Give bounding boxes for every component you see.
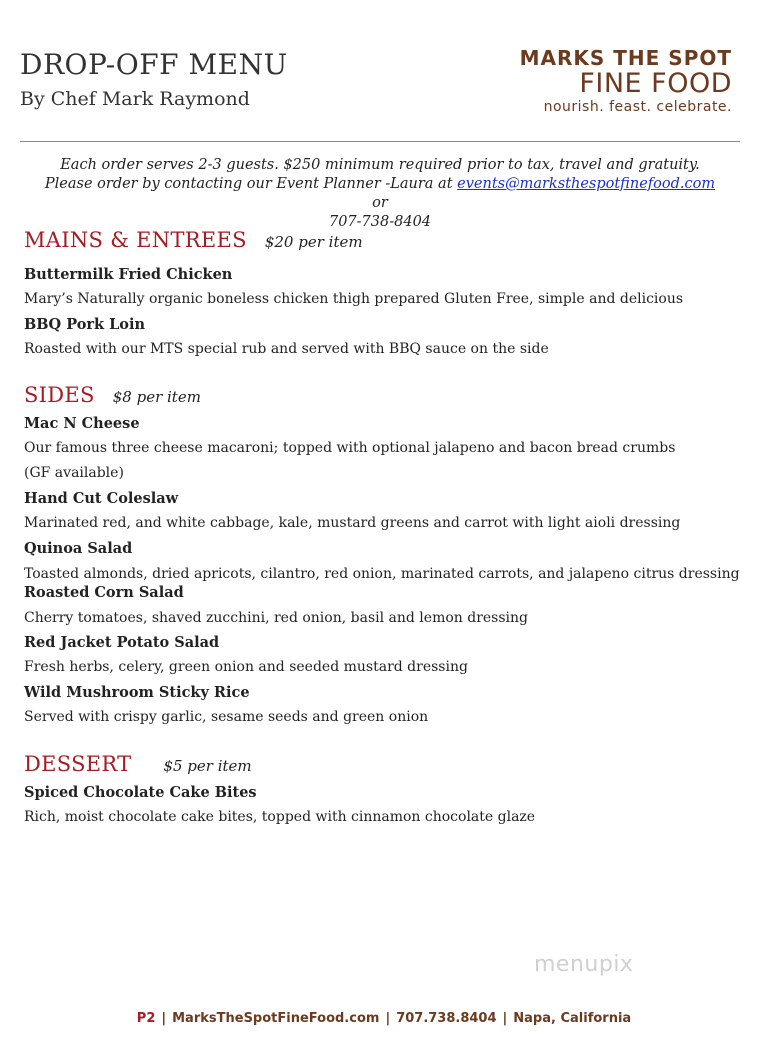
brand-logo (520, 46, 732, 116)
section-heading-sides (24, 383, 201, 407)
header-divider (20, 141, 740, 142)
menu-item-description: Marinated red, and white cabbage, kale, mustard greens and carrot with light aioli dressing (24, 515, 681, 531)
footer-phone: 707.738.8404 (396, 1011, 497, 1026)
section-price: $20 per item (264, 233, 363, 251)
logo-tagline: nourish. feast. celebrate. (543, 99, 732, 115)
menu-item-name: Hand Cut Coleslaw (24, 490, 179, 507)
page-number: P2 (136, 1011, 156, 1026)
menu-item-description: Our famous three cheese macaroni; topped with optional jalapeno and bacon bread crumbs (24, 440, 676, 456)
menu-item-description: Served with crispy garlic, sesame seeds and green onion (24, 709, 429, 725)
section-title: MAINS & ENTREES (24, 228, 247, 252)
menu-item-description: Cherry tomatoes, shaved zucchini, red onion, basil and lemon dressing (24, 610, 529, 626)
logo-line-1: MARKS THE SPOT (519, 46, 732, 70)
section-heading-dessert (24, 752, 252, 776)
menu-item-description: Mary’s Naturally organic boneless chicken thigh prepared Gluten Free, simple and delicious (24, 291, 684, 307)
menu-item-description: Toasted almonds, dried apricots, cilantro, red onion, marinated carrots, and jalapeno citrus dressing (24, 566, 740, 582)
menu-item-note: (GF available) (24, 465, 124, 481)
footer-separator: | (502, 1011, 508, 1026)
section-heading-mains (24, 228, 363, 252)
section-price: $8 per item (112, 388, 201, 406)
order-info-suffix: or (372, 195, 388, 211)
section-title: SIDES (24, 383, 95, 407)
menu-item-name: Mac N Cheese (24, 415, 140, 432)
menu-item-name: BBQ Pork Loin (24, 316, 146, 333)
footer-separator: | (161, 1011, 167, 1026)
order-info (40, 156, 720, 232)
order-info-prefix: Please order by contacting our Event Planner -Laura at (44, 176, 458, 192)
page-footer (0, 1011, 768, 1026)
menu-item-description: Rich, moist chocolate cake bites, topped with cinnamon chocolate glaze (24, 809, 536, 825)
menu-title: DROP-OFF MENU (20, 48, 288, 81)
chef-byline: By Chef Mark Raymond (20, 88, 250, 110)
footer-website[interactable]: MarksTheSpotFineFood.com (172, 1011, 380, 1026)
footer-separator: | (385, 1011, 391, 1026)
menu-item-description: Fresh herbs, celery, green onion and seeded mustard dressing (24, 659, 468, 675)
logo-line-2: FINE FOOD (579, 68, 732, 99)
menu-item-name: Red Jacket Potato Salad (24, 634, 220, 651)
menu-item-name: Buttermilk Fried Chicken (24, 266, 233, 283)
menu-item-name: Roasted Corn Salad (24, 584, 184, 601)
menu-item-name: Quinoa Salad (24, 540, 133, 557)
menu-item-description: Roasted with our MTS special rub and served with BBQ sauce on the side (24, 341, 549, 357)
menupix-watermark: menupix (534, 952, 634, 977)
section-title: DESSERT (24, 752, 132, 776)
section-price: $5 per item (163, 757, 252, 775)
order-info-line-2 (40, 175, 720, 213)
menu-item-name: Spiced Chocolate Cake Bites (24, 784, 257, 801)
order-info-line-1: Each order serves 2-3 guests. $250 minimum required prior to tax, travel and gratuity. (60, 157, 700, 173)
footer-location: Napa, California (513, 1011, 632, 1026)
menu-item-name: Wild Mushroom Sticky Rice (24, 684, 250, 701)
phone-number: 707-738-8404 (328, 214, 432, 230)
email-link[interactable]: events@marksthespotfinefood.com (457, 176, 716, 192)
